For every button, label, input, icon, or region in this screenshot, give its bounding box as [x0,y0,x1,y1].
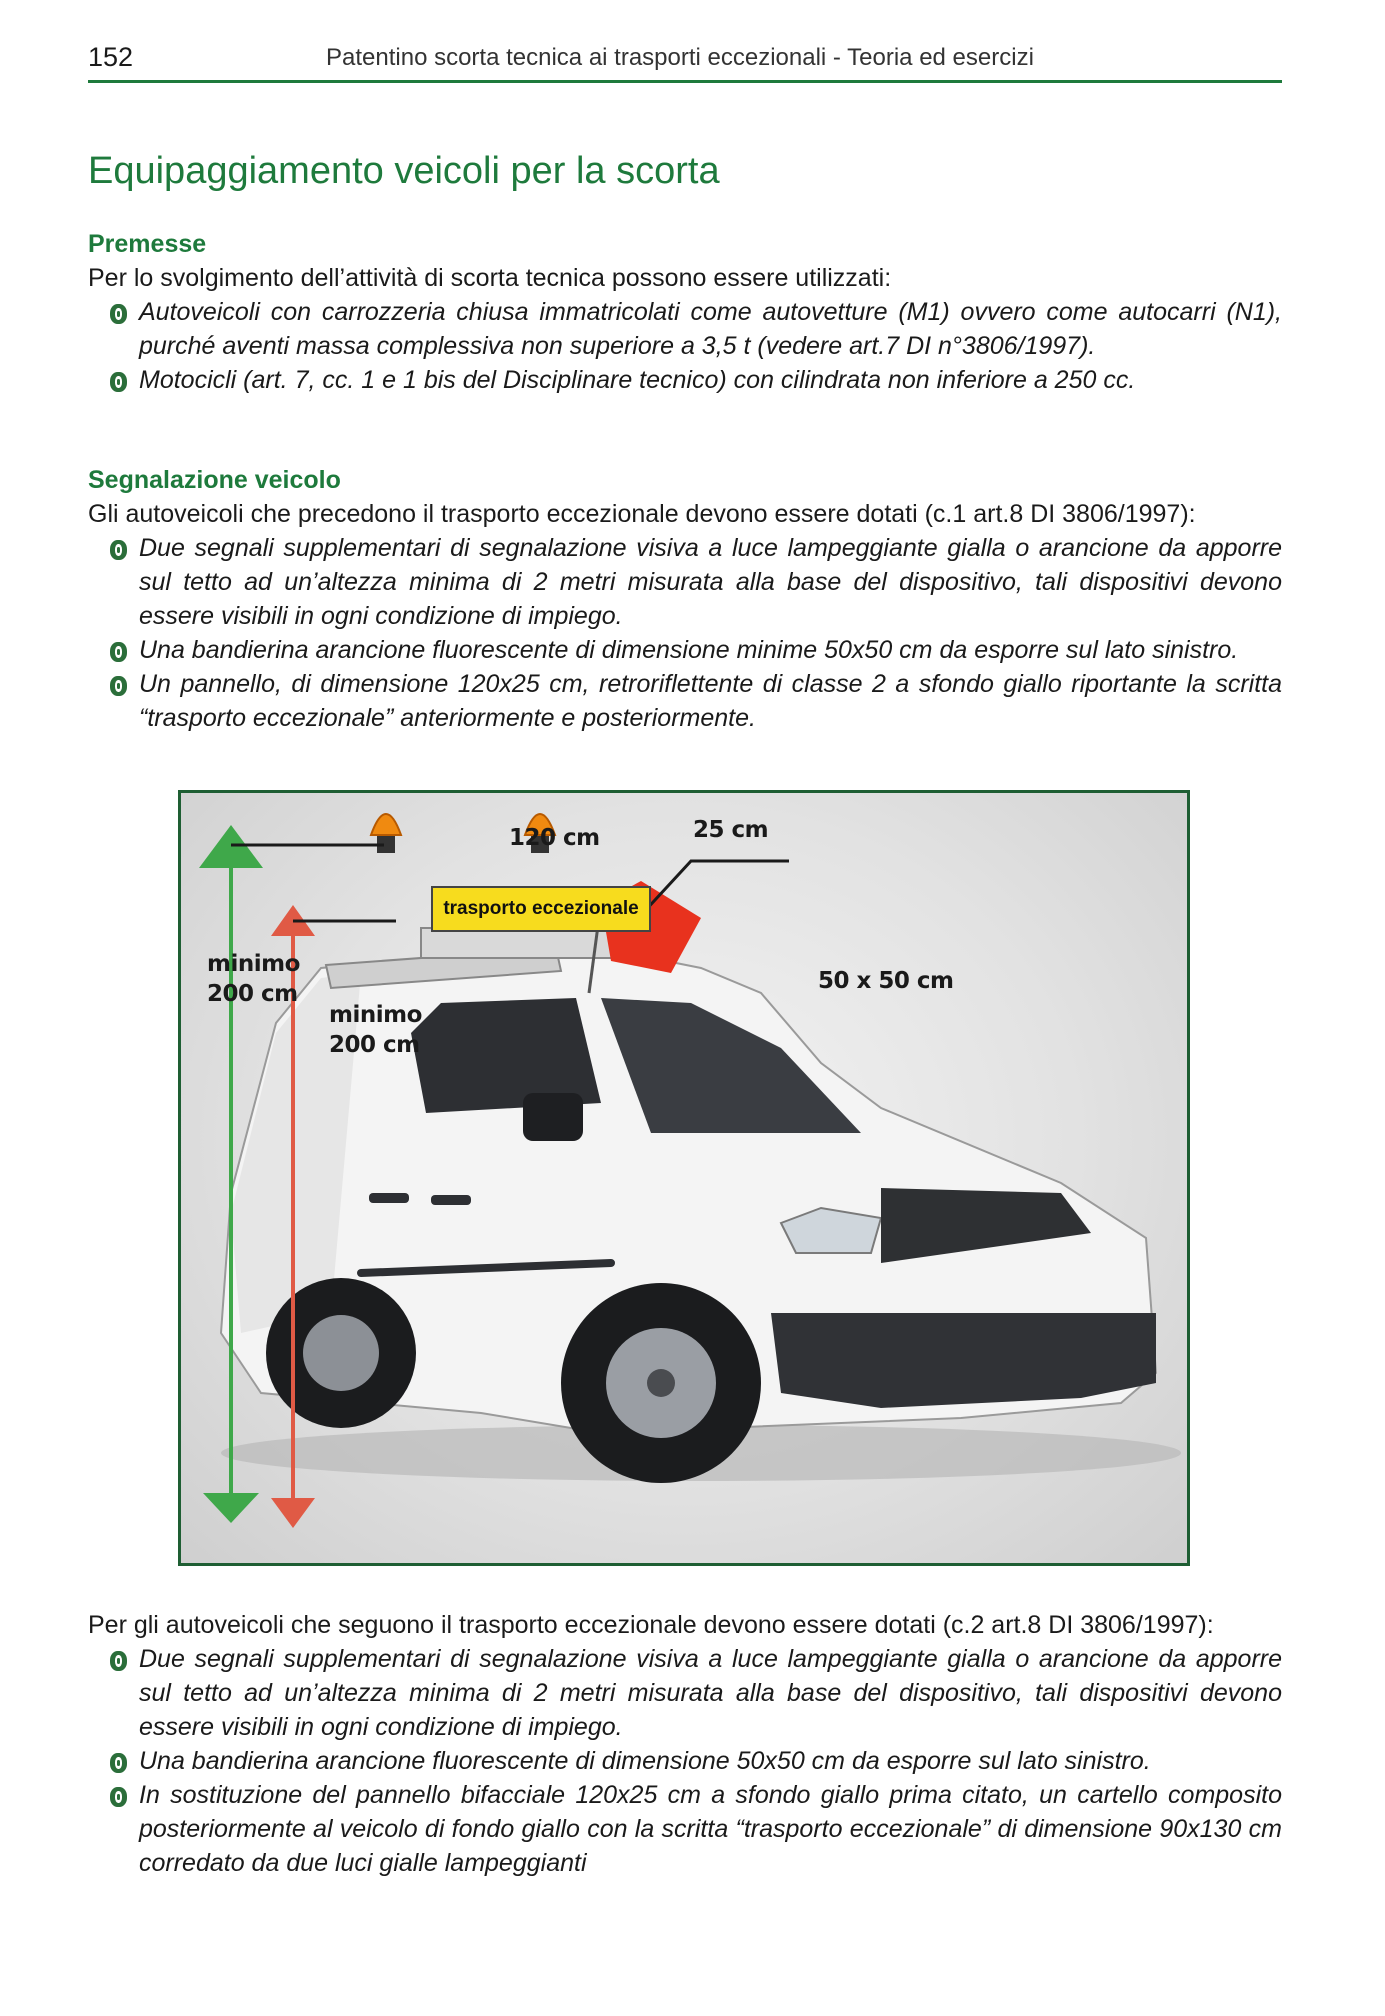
list-item: Due segnali supplementari di segnalazione visiva a luce lampeggiante gialla o arancione da apporre sul tetto ad un’altezza minima di 2 metri misurata alla base del dispositivo, tali dispositivi devono essere visibili in ogni condizione di impiego. [88,531,1282,633]
panel-label: trasporto eccezionale [431,886,651,932]
chapter-title: Equipaggiamento veicoli per la scorta [88,150,720,192]
running-title: Patentino scorta tecnica ai trasporti eccezionali - Teoria ed esercizi [326,44,1034,71]
segnalazione-intro: Gli autoveicoli che precedono il trasporto eccezionale devono essere dotati (c.1 art.8 DI 3806/1997): [88,500,1196,528]
tyre-bullet-icon [110,1787,127,1807]
list-item: In sostituzione del pannello bifacciale 120x25 cm a sfondo giallo prima citato, un cartello composito posteriormente al veicolo di fondo giallo con la scritta “trasporto eccezionale” di dimensione 90x130 cm corredato da due luci gialle lampeggianti [88,1778,1282,1880]
tyre-bullet-icon [110,642,127,662]
page-number: 152 [88,42,134,72]
premesse-section [88,227,1282,397]
tyre-bullet-icon [110,540,127,560]
van-equipment-figure [178,790,1190,1566]
list-item: Una bandierina arancione fluorescente di dimensione minime 50x50 cm da esporre sul lato sinistro. [88,633,1282,667]
tyre-bullet-icon [110,1753,127,1773]
van-illustration [181,793,1187,1563]
tyre-bullet-icon [110,1651,127,1671]
tyre-bullet-icon [110,372,127,392]
seguono-intro: Per gli autoveicoli che seguono il trasporto eccezionale devono essere dotati (c.2 art.8 DI 3806/1997): [88,1611,1214,1639]
tyre-bullet-icon [110,676,127,696]
tyre-bullet-icon [110,304,127,324]
premesse-list [88,295,1282,397]
segnalazione-section [88,463,1282,735]
segnalazione-heading: Segnalazione veicolo [88,466,341,494]
list-item: Due segnali supplementari di segnalazione visiva a luce lampeggiante gialla o arancione da apporre sul tetto ad un’altezza minima di 2 metri misurata alla base del dispositivo, tali dispositivi devono essere visibili in ogni condizione di impiego. [88,1642,1282,1744]
list-item: Un pannello, di dimensione 120x25 cm, retroriflettente di classe 2 a sfondo giallo riportante la scritta “trasporto eccezionale” anteriormente e posteriormente. [88,667,1282,735]
seguono-section [88,1608,1282,1880]
list-item: Autoveicoli con carrozzeria chiusa immatricolati come autovetture (M1) ovvero come autocarri (N1), purché aventi massa complessiva non superiore a 3,5 t (vedere art.7 DI n°3806/1997). [88,295,1282,363]
label-flag-size: 50 x 50 cm [818,968,954,994]
label-min-height-red: minimo 200 cm [329,1002,422,1058]
seguono-list [88,1642,1282,1880]
premesse-heading: Premesse [88,230,207,258]
premesse-intro: Per lo svolgimento dell’attività di scorta tecnica possono essere utilizzati: [88,264,892,292]
segnalazione-list [88,531,1282,735]
label-120-cm: 120 cm [509,825,600,851]
label-25-cm: 25 cm [693,817,769,843]
label-min-height-green: minimo 200 cm [207,951,300,1007]
list-item: Una bandierina arancione fluorescente di dimensione 50x50 cm da esporre sul lato sinistro. [88,1744,1282,1778]
page-header [88,40,1282,83]
list-item: Motocicli (art. 7, cc. 1 e 1 bis del Disciplinare tecnico) con cilindrata non inferiore a 250 cc. [88,363,1282,397]
